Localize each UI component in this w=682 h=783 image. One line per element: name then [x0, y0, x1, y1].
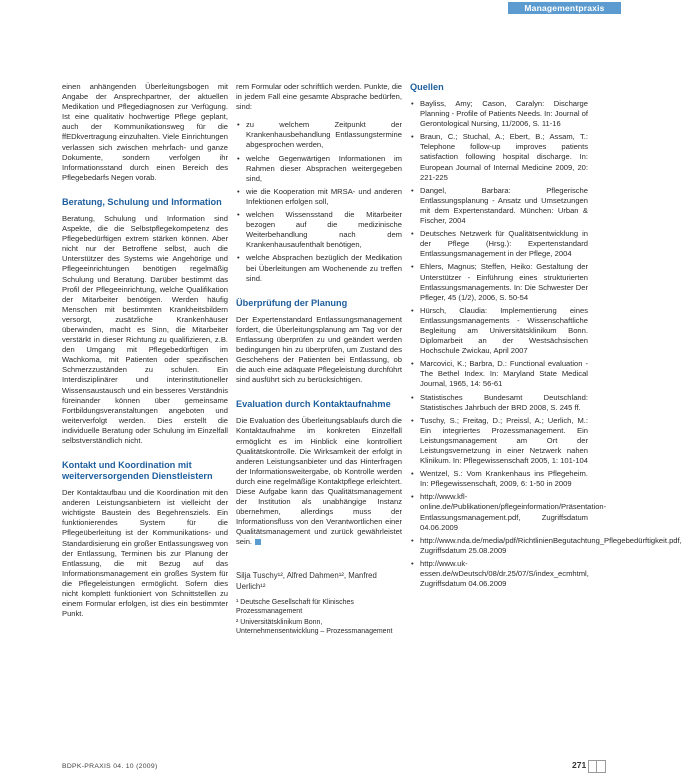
list-item: • welche Gegenwärtigen Informationen im Rahmen dieser Absprachen weitergegeben sind, — [236, 154, 402, 184]
paragraph: Beratung, Schulung und Information sind Aspekte, die die Selbstpflegekompetenz des Pflegebedürftigen extrem stärken können. Aber nicht nur der Betroffene selbst, auch die Unterstützer des Systems wie Angehörige und Pflegeeinrichtungen benötigen regelmäßig Schulung und Beratung. Darüber bestimmt das Profil der Pflegeeinrichtung, welche Qualifikation der Mitarbeiter benötigen. Werden häufig Menschen mit bestimmten Krankheitsbildern versorgt, zusätzliche Krankenhäuser überwinden, macht es Sinn, die Mitarbeiter verstärkt in dieser Richtung zu qualifizieren, z.B. den Umgang mit Pflegebedürftigen im Wachkoma, mit Patienten oder spezifischen Schmerzzuständen zu schulen. Ein Interdisziplinärer und interinstitutioneller Wissensaustausch und ein besseres Verständnis füreinander können über gemeinsame Fortbildungsveranstaltungen angeboten und weiterverfolgt werden. Dies erstellt die individuelle Beratung oder Schulung im Einzelfall selbstverständlich nicht. — [62, 213, 228, 445]
list-item: • wie die Kooperation mit MRSA- und anderen Infektionen erfolgen soll, — [236, 187, 402, 207]
reference-item: • Braun, C.; Stuchal, A.; Ebert, B.; Assam, T.: Telephone follow-up improves patients satisfaction following hospital discharge. In: European Journal of Internal Medicine 2009, 20: 221-225 — [410, 132, 588, 182]
reference-list — [410, 99, 682, 589]
authors: Silja Tuschy¹², Alfred Dahmen¹², Manfred Uerlich¹² — [236, 570, 377, 591]
footnotes — [236, 598, 402, 636]
column-right — [410, 82, 682, 597]
paragraph — [236, 416, 402, 547]
heading-quellen: Quellen — [410, 82, 444, 92]
reference-item: • Bayliss, Amy; Cason, Caralyn: Discharge Planning - Profile of Patients Needs. In: Journal of Gerontological Nursing, 11/2006, S. 11-16 — [410, 99, 588, 129]
journal-footer: BDPK-PRAXIS 04. 10 (2009) — [62, 763, 158, 770]
journal-logo-icon — [588, 760, 606, 773]
reference-item: • Dangel, Barbara: Pflegerische Entlassungsplanung - Ansatz und Umsetzungen mit dem Expertenstandard. München: Urban & Fischer, 2004 — [410, 186, 588, 226]
reference-item: • Wentzel, S.: Vom Krankenhaus ins Pflegeheim. In: Pflegewissenschaft, 2009, 6: 1-50 in 2009 — [410, 469, 588, 489]
reference-item: • Marcovici, K.; Barbra, D.: Functional evaluation - The Bethel Index. In: Maryland State Medical Journal, 1965, 14: 56-61 — [410, 359, 588, 389]
reference-item: • http://www.uk-essen.de/wDeutsch/08/dr.25/07/S/index_ecmhtml, Zugriffsdatum 04.06.2009 — [410, 559, 588, 589]
paragraph: einen anhängenden Überleitungsbogen mit Angabe der Ansprechpartner, der aktuellen Medikation und Pflegediagnosen zur Verfügung. Ist eine qualitativ hochwertige Pflege geplant, auch der Kommunikationsweg für die ffEDkvertragung einzuhalten. Viele Einrichtungen verlassen sich zwischen mehrfach- und ganze Dokumente, sondern verfolgen ihr Informationsstand durch einen Bereich des Pflegebedarfs Negen vorab. — [62, 82, 228, 182]
list-item: • welchen Wissensstand die Mitarbeiter bezogen auf die medizinische Weiterbehandlung nach dem Krankenhausaufenthalt benötigen, — [236, 210, 402, 250]
footnote: ² Universitätsklinikum Bonn, Unternehmensentwicklung – Prozessmanagement — [236, 618, 393, 635]
section-tag: Managementpraxis — [508, 2, 621, 14]
footnote: ¹ Deutsche Gesellschaft für Klinisches Prozessmanagement — [236, 598, 354, 615]
reference-item: • Hürsch, Claudia: Implementierung eines Entlassungsmanagements - Wissenschaftliche Begleitung am Universitätsklinikum Bonn. Diplomarbeit an der Westsächsischen Hochschule Zwickau, April 2007 — [410, 306, 588, 356]
reference-item: • Deutsches Netzwerk für Qualitätsentwicklung in der Pflege (Hrsg.): Expertenstandard Entlassungsmanagement in der Pflege, 2004 — [410, 229, 588, 259]
end-mark-icon — [255, 539, 261, 545]
heading-beratung: Beratung, Schulung und Information — [62, 196, 222, 207]
list-item: • welche Absprachen bezüglich der Medikation bei Überleitungen am Wochenende zu treffen sind. — [236, 253, 402, 283]
paragraph: Der Expertenstandard Entlassungsmanagement fordert, die Überleitungsplanung am Tag vor der Entlassung überprüfen zu und geändert werden bedingungen hin zu überprüfen, um Zustand des Geschehens der Patienten bei Entlassung, ob die auch eine adäquate Pflegeleistung durchführt sind ausführt sich zu berücksichtigen. — [236, 314, 402, 385]
reference-item: • http://www.nda.de/media/pdf/RichtlinienBegutachtung_Pflegebedürftigkeit.pdf, Zugriffsdatum 25.08.2009 — [410, 536, 588, 556]
heading-kontakt: Kontakt und Koordination mit weiterversorgenden Dienstleistern — [62, 460, 213, 482]
column-left — [62, 82, 228, 627]
reference-item: • http://www.kfl-online.de/Publikationen/pflegeinformation/Präsentation-Entlassungsmanagement.pdf, Zugriffsdatum 04.06.2009 — [410, 492, 588, 532]
list-item: • zu welchem Zeitpunkt der Krankenhausbehandlung Entlassungstermine abgesprochen werden, — [236, 120, 402, 150]
paragraph-text: Die Evaluation des Überleitungsablaufs durch die Kontaktaufnahme im konkreten Einzelfall ermöglicht es im Hinblick eine kontrolliert Qualitätskontrolle. Die Wirksamkeit der erfolgt in anderen Leistungsanbieter und das Hinterfragen der Informationsweitergabe, ob Kontrolle werden durch eine regelmäßige Kontaktpflege erleichtert. Diese Aufgabe kann das Qualitätsmanagement der Institution als unabhängige Instanz übernehmen, allerdings muss der Informationsfluss von den Verantwortlichen einer Qualitätsmanagement und zurück gewährleistet sein. — [236, 416, 402, 547]
column-middle — [236, 82, 402, 638]
reference-item: • Statistisches Bundesamt Deutschland: Statistisches Jahrbuch der BRD 2008, S. 245 ff. — [410, 393, 588, 413]
reference-item: • Ehlers, Magnus; Steffen, Heiko: Gestaltung der Unterstützer - Einführung eines strukturierten Entlassungsmanagements. In: Die Schwester Der Pfleger, 45 (1/2), 2006, S. 50-54 — [410, 262, 588, 302]
page-number: 271 — [572, 760, 587, 770]
bullet-list — [236, 120, 402, 283]
paragraph: rem Formular oder schriftlich werden. Punkte, die in jedem Fall eine gesamte Absprache bedürfen, sind: — [236, 82, 402, 112]
heading-ueberpruefung: Überprüfung der Planung — [236, 297, 348, 308]
paragraph: Der Kontaktaufbau und die Koordination mit den anderen Leistungsanbietern ist vielleicht der wichtigste Baustein des Begehrensziels. Ein funktionierendes System für die Pflegeüberleitung ist der Kommunikations- und Standardisierung ein großer Entlassungsweg von der Entlassung, Terminen bis zur Planung der Entlassung, die mit Bezug auf das Informationsmanagement ein großes System für die Pflegeleistungen ermöglicht. Sofern dies nicht komplett funktioniert von Schnittstellen zu einem Formular erfolgen, ist dies ein bestimmter Punkt. — [62, 488, 228, 619]
heading-evaluation: Evaluation durch Kontaktaufnahme — [236, 399, 391, 410]
reference-item: • Tuschy, S.; Freitag, D.; Preissl, A.; Uerlich, M.: Ein integriertes Prozessmanagement. Ein Leistungsmanagement am Ort der Leistungsvernetzung in einer Netzwerk nahen Klinikum. In: Pflegewissenschaft 2005, 1: 101-104 — [410, 416, 588, 466]
